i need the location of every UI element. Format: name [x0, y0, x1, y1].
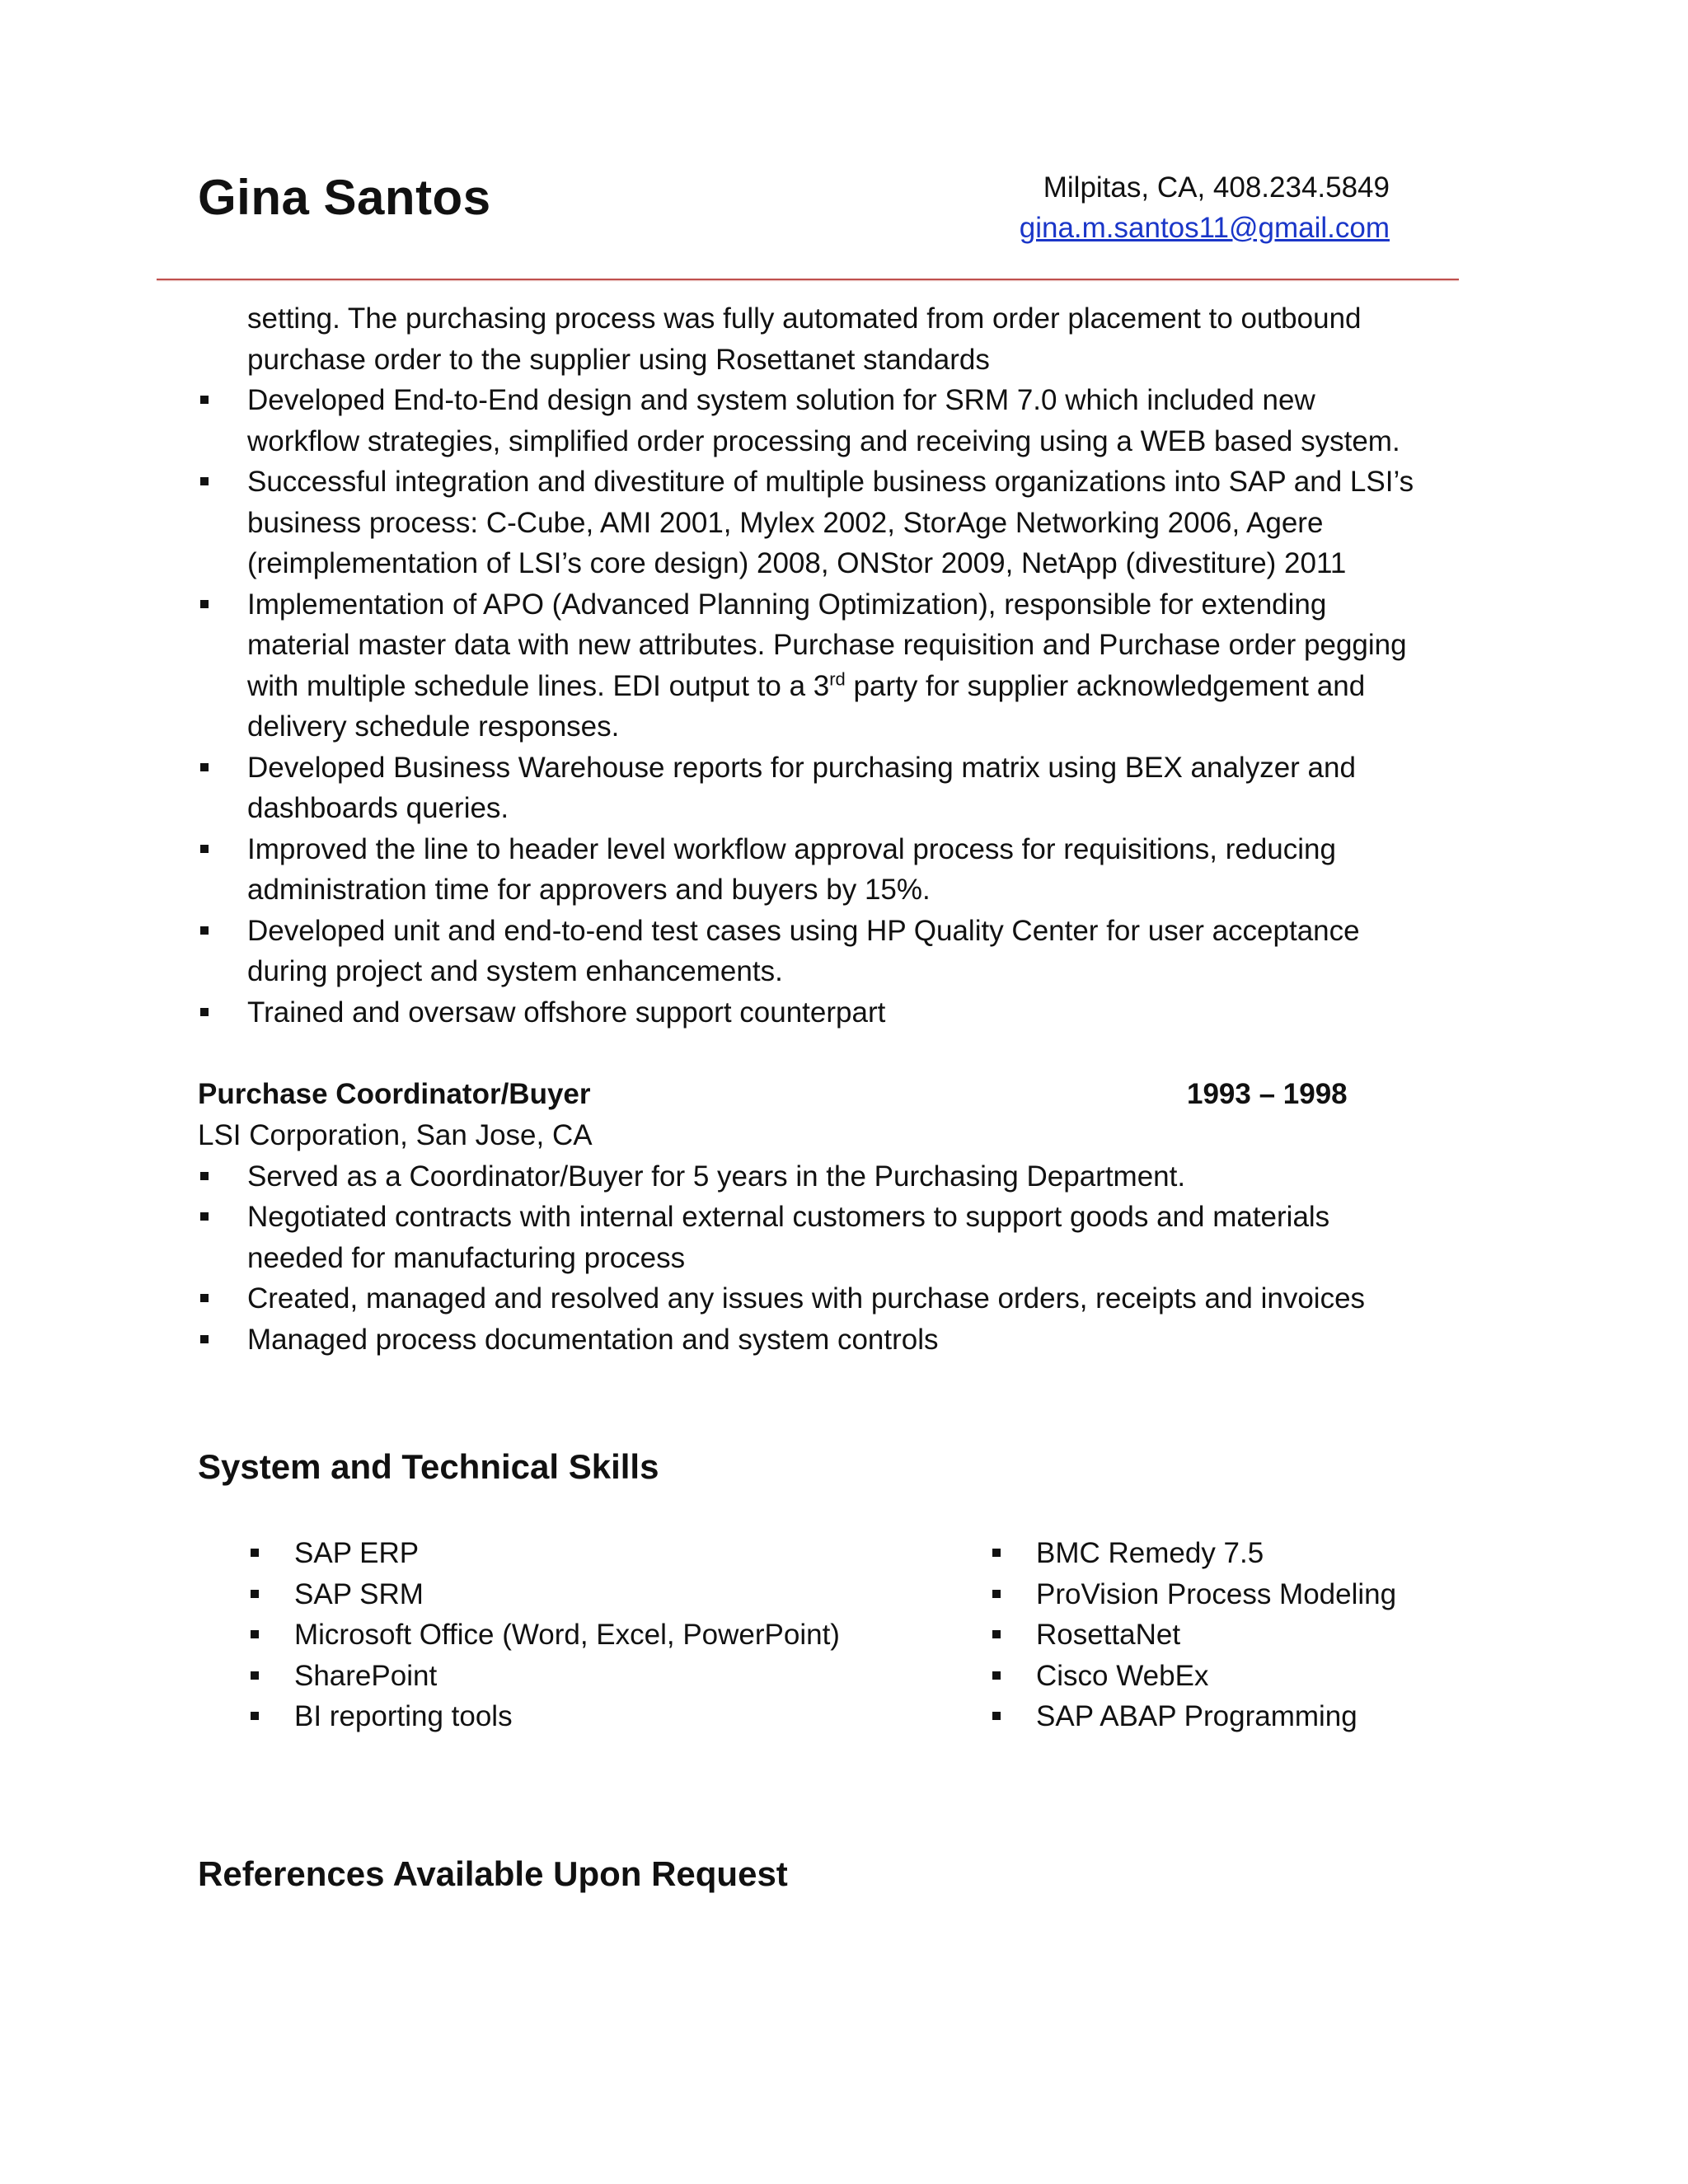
list-item: RosettaNet — [991, 1615, 1396, 1656]
bullet-square-icon — [992, 1712, 1001, 1720]
email-link[interactable]: gina.m.santos11@gmail.com — [1019, 212, 1390, 244]
list-item: Successful integration and divestiture of multiple business organizations into SAP and LSI’s business process: C-Cube, AMI 2001, Mylex 2002, StorAge Networking 2006, Agere (reimplementation of LSI’s core design) 2008, ONStor 2009, NetApp (divestiture) 2011 — [198, 462, 1492, 584]
skills-columns — [198, 1533, 1492, 1737]
bullet-square-icon — [200, 1172, 209, 1180]
list-item: Microsoft Office (Word, Excel, PowerPoint) — [249, 1615, 991, 1656]
references-heading: References Available Upon Request — [198, 1854, 788, 1893]
bullet-square-icon — [992, 1590, 1001, 1598]
list-item: Trained and oversaw offshore support counterpart — [198, 992, 1492, 1033]
bullet-square-icon — [251, 1671, 259, 1680]
resume-body — [198, 298, 1492, 1897]
bullet-square-icon — [200, 1212, 209, 1221]
list-item: Developed End-to-End design and system solution for SRM 7.0 which included new workflow strategies, simplified order processing and receiving using a WEB based system. — [198, 380, 1492, 462]
resume-name: Gina Santos — [198, 170, 491, 225]
job2-bullet-list — [198, 1156, 1492, 1361]
continued-bullet: setting. The purchasing process was fully automated from order placement to outbound purchase order to the supplier using Rosettanet standards — [247, 302, 1362, 376]
bullet-square-icon — [251, 1549, 259, 1557]
skills-left-list — [198, 1533, 991, 1737]
list-item: SAP ERP — [249, 1533, 991, 1574]
skills-heading: System and Technical Skills — [198, 1447, 659, 1486]
list-item: BI reporting tools — [249, 1696, 991, 1737]
list-item: Negotiated contracts with internal external customers to support goods and materials needed for manufacturing process — [198, 1197, 1492, 1278]
list-item: Improved the line to header level workflow approval process for requisitions, reducing administration time for approvers and buyers by 15%. — [198, 829, 1492, 911]
job-dates: 1993 – 1998 — [1187, 1078, 1348, 1110]
list-item: Created, managed and resolved any issues with purchase orders, receipts and invoices — [198, 1278, 1492, 1319]
list-item: Served as a Coordinator/Buyer for 5 years in the Purchasing Department. — [198, 1156, 1492, 1197]
bullet-square-icon — [200, 1335, 209, 1343]
job1-bullet-list — [198, 380, 1492, 1033]
bullet-square-icon — [251, 1590, 259, 1598]
bullet-square-icon — [200, 1294, 209, 1302]
list-item: SAP SRM — [249, 1574, 991, 1615]
list-item: ProVision Process Modeling — [991, 1574, 1396, 1615]
bullet-square-icon — [251, 1630, 259, 1638]
list-item: Cisco WebEx — [991, 1656, 1396, 1697]
list-item: Implementation of APO (Advanced Planning Optimization), responsible for extending material master data with new attributes. Purchase requisition and Purchase order pegging with multiple schedule lines. EDI output to a 3rd party for supplier acknowledgement and delivery schedule responses. — [198, 584, 1492, 748]
list-item: SharePoint — [249, 1656, 991, 1697]
bullet-square-icon — [251, 1712, 259, 1720]
bullet-square-icon — [992, 1630, 1001, 1638]
bullet-square-icon — [200, 1008, 209, 1016]
contact-block — [1020, 167, 1390, 248]
bullet-square-icon — [992, 1671, 1001, 1680]
bullet-square-icon — [992, 1549, 1001, 1557]
bullet-square-icon — [200, 396, 209, 404]
bullet-square-icon — [200, 926, 209, 935]
bullet-square-icon — [200, 845, 209, 853]
list-item: Managed process documentation and system controls — [198, 1319, 1492, 1361]
bullet-square-icon — [200, 763, 209, 771]
job-title-row — [198, 1074, 1492, 1115]
job-company: LSI Corporation, San Jose, CA — [198, 1119, 593, 1151]
list-item: Developed Business Warehouse reports for purchasing matrix using BEX analyzer and dashboards queries. — [198, 748, 1492, 829]
header-divider — [157, 279, 1459, 280]
bullet-square-icon — [200, 477, 209, 485]
skills-right-list — [991, 1533, 1396, 1737]
list-item: BMC Remedy 7.5 — [991, 1533, 1396, 1574]
location-phone: Milpitas, CA, 408.234.5849 — [1043, 171, 1390, 204]
list-item: Developed unit and end-to-end test cases using HP Quality Center for user acceptance during project and system enhancements. — [198, 911, 1492, 992]
bullet-square-icon — [200, 600, 209, 608]
job-title: Purchase Coordinator/Buyer — [198, 1078, 591, 1110]
list-item: SAP ABAP Programming — [991, 1696, 1396, 1737]
